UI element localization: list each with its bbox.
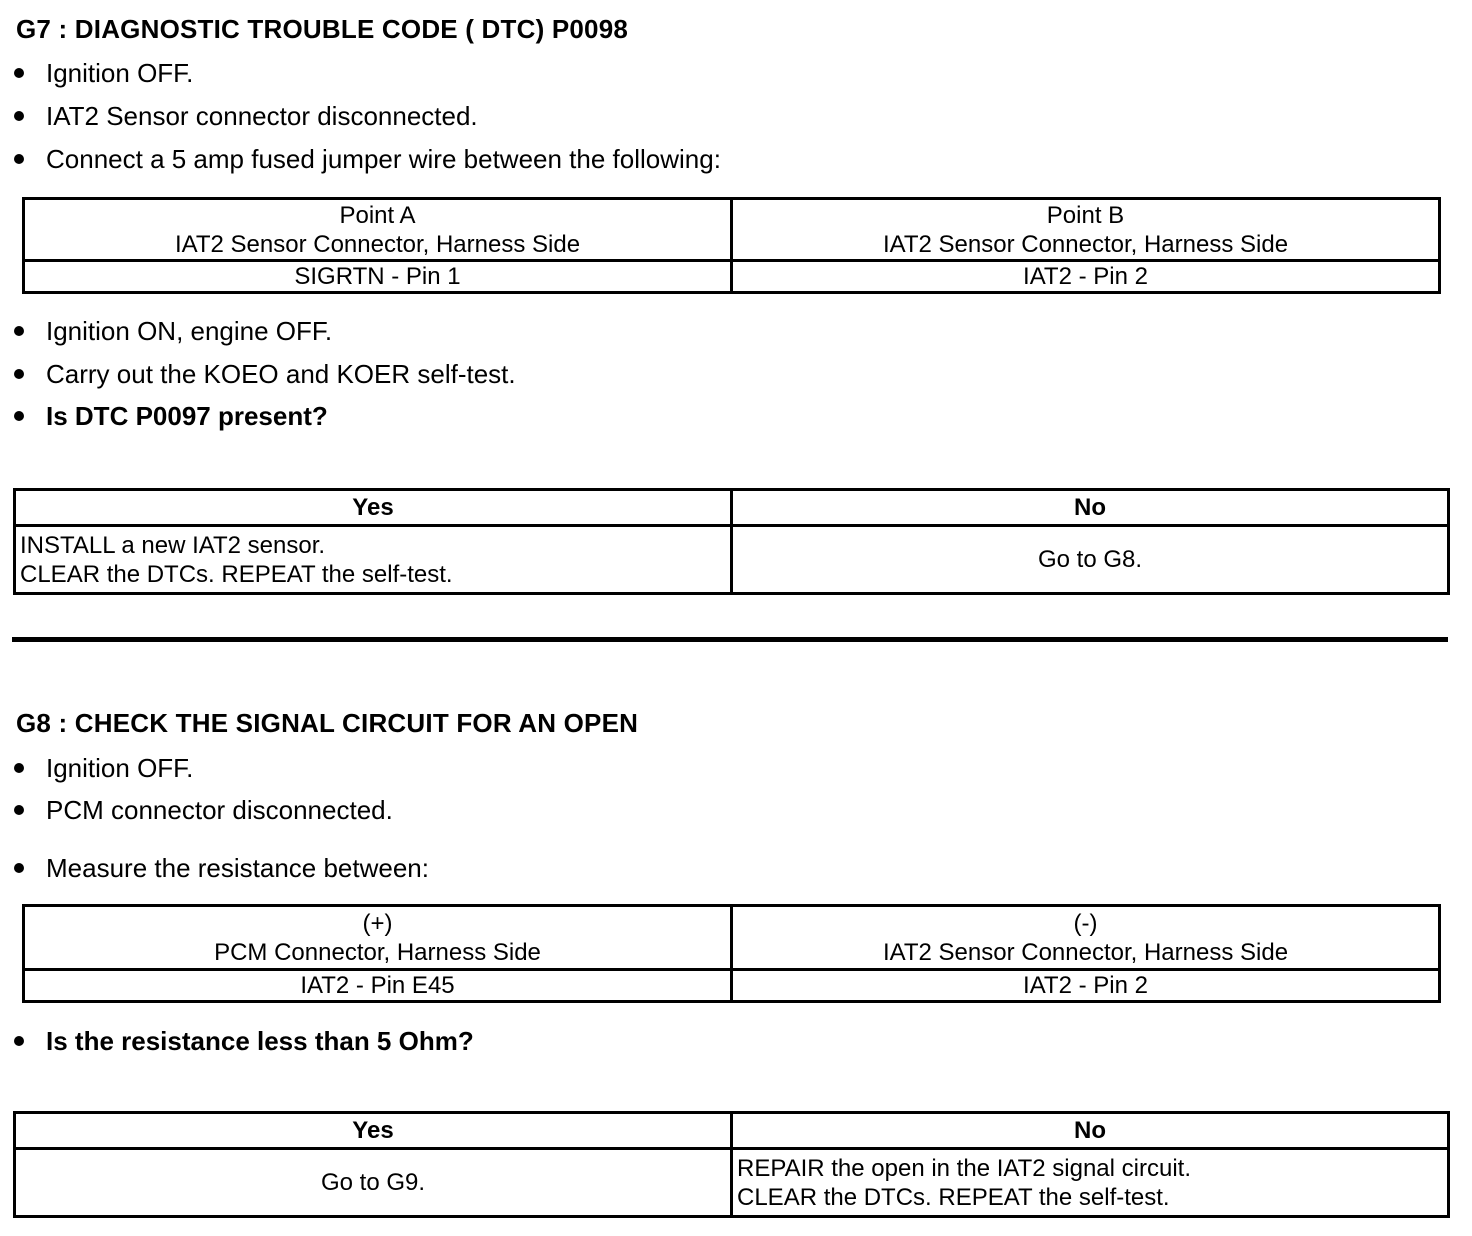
g7-question: Is DTC P0097 present? <box>14 401 328 431</box>
bullet-icon <box>14 863 24 873</box>
measure-negative-value: IAT2 - Pin 2 <box>732 970 1440 1002</box>
g7-step-1: Ignition OFF. <box>14 58 193 88</box>
bullet-icon <box>14 68 24 78</box>
g8-result-table <box>13 1111 1450 1218</box>
g7-result-table <box>13 488 1450 595</box>
g8-yes-header: Yes <box>15 1113 732 1149</box>
measure-negative-header: (-) IAT2 Sensor Connector, Harness Side <box>732 906 1440 970</box>
g7-jumper-table <box>22 197 1441 294</box>
jumper-point-a-header: Point A IAT2 Sensor Connector, Harness Side <box>24 199 732 261</box>
bullet-icon <box>14 326 24 336</box>
bullet-icon <box>14 1036 24 1046</box>
g7-step-5: Carry out the KOEO and KOER self-test. <box>14 359 516 389</box>
jumper-point-b-value: IAT2 - Pin 2 <box>732 261 1440 293</box>
g8-step-1: Ignition OFF. <box>14 753 193 783</box>
measure-positive-value: IAT2 - Pin E45 <box>24 970 732 1002</box>
g7-step-3: Connect a 5 amp fused jumper wire between the following: <box>14 144 721 174</box>
g7-no-action: Go to G8. <box>732 526 1449 594</box>
g7-no-header: No <box>732 490 1449 526</box>
bullet-icon <box>14 411 24 421</box>
g7-step-2: IAT2 Sensor connector disconnected. <box>14 101 478 131</box>
bullet-icon <box>14 154 24 164</box>
g8-step-2: PCM connector disconnected. <box>14 795 393 825</box>
g8-measure-table <box>22 904 1441 1003</box>
g7-yes-header: Yes <box>15 490 732 526</box>
bullet-icon <box>14 369 24 379</box>
g8-question: Is the resistance less than 5 Ohm? <box>14 1026 474 1056</box>
bullet-icon <box>14 805 24 815</box>
g8-step-3: Measure the resistance between: <box>14 853 429 883</box>
g7-step-4: Ignition ON, engine OFF. <box>14 316 332 346</box>
measure-positive-header: (+) PCM Connector, Harness Side <box>24 906 732 970</box>
bullet-icon <box>14 111 24 121</box>
bullet-icon <box>14 763 24 773</box>
jumper-point-a-value: SIGRTN - Pin 1 <box>24 261 732 293</box>
g7-heading: G7 : DIAGNOSTIC TROUBLE CODE ( DTC) P0098 <box>16 14 629 44</box>
g8-heading: G8 : CHECK THE SIGNAL CIRCUIT FOR AN OPEN <box>16 708 639 738</box>
jumper-point-b-header: Point B IAT2 Sensor Connector, Harness Side <box>732 199 1440 261</box>
section-divider <box>12 637 1448 642</box>
g8-no-action: REPAIR the open in the IAT2 signal circuit. CLEAR the DTCs. REPEAT the self-test. <box>732 1149 1449 1217</box>
g8-no-header: No <box>732 1113 1449 1149</box>
g8-yes-action: Go to G9. <box>15 1149 732 1217</box>
g7-yes-action: INSTALL a new IAT2 sensor. CLEAR the DTCs. REPEAT the self-test. <box>15 526 732 594</box>
